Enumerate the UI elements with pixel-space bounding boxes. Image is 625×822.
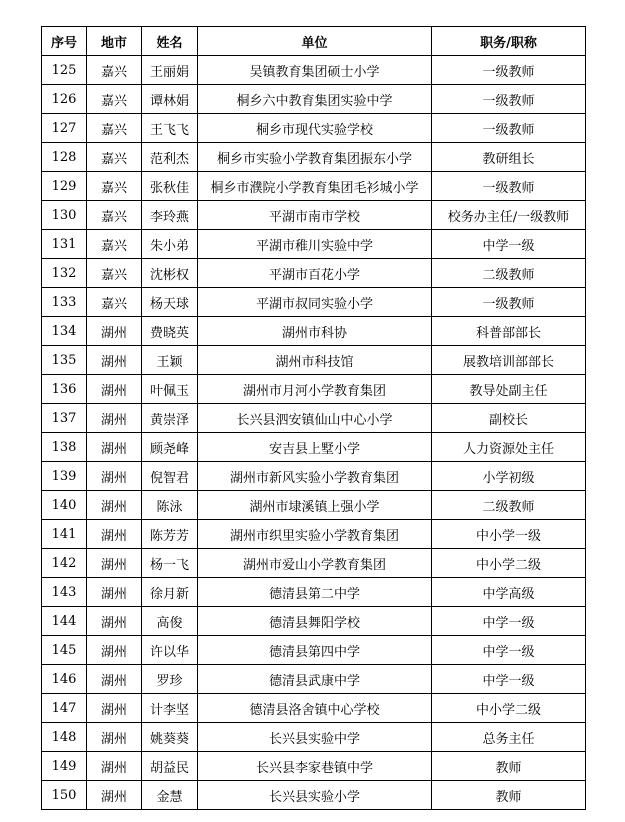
cell-organization: 湖州市科协 [198, 317, 432, 346]
cell-name: 谭林娟 [142, 85, 198, 114]
table-row [42, 752, 586, 781]
cell-serial-number: 142 [42, 549, 87, 578]
cell-name: 叶佩玉 [142, 375, 198, 404]
cell-organization: 安吉县上墅小学 [198, 433, 432, 462]
cell-city: 湖州 [87, 578, 142, 607]
cell-position-title: 教师 [432, 781, 586, 810]
table-header-row [42, 27, 586, 56]
cell-organization: 长兴县实验中学 [198, 723, 432, 752]
cell-serial-number: 134 [42, 317, 87, 346]
cell-name: 朱小弟 [142, 230, 198, 259]
cell-name: 王飞飞 [142, 114, 198, 143]
cell-name: 高俊 [142, 607, 198, 636]
table-row [42, 520, 586, 549]
cell-organization: 湖州市新风实验小学教育集团 [198, 462, 432, 491]
cell-position-title: 一级教师 [432, 85, 586, 114]
cell-name: 胡益民 [142, 752, 198, 781]
cell-position-title: 人力资源处主任 [432, 433, 586, 462]
cell-organization: 平湖市叔同实验小学 [198, 288, 432, 317]
table-row [42, 346, 586, 375]
cell-organization: 平湖市稚川实验中学 [198, 230, 432, 259]
cell-position-title: 中学一级 [432, 607, 586, 636]
cell-city: 嘉兴 [87, 259, 142, 288]
cell-city: 嘉兴 [87, 56, 142, 85]
table-row [42, 665, 586, 694]
table-row [42, 404, 586, 433]
cell-name: 沈彬权 [142, 259, 198, 288]
cell-serial-number: 135 [42, 346, 87, 375]
cell-organization: 湖州市埭溪镇上强小学 [198, 491, 432, 520]
cell-position-title: 一级教师 [432, 56, 586, 85]
cell-position-title: 小学初级 [432, 462, 586, 491]
table-body [42, 56, 586, 810]
table-row [42, 578, 586, 607]
cell-name: 倪智君 [142, 462, 198, 491]
cell-organization: 平湖市南市学校 [198, 201, 432, 230]
cell-position-title: 一级教师 [432, 172, 586, 201]
cell-name: 李玲燕 [142, 201, 198, 230]
table-row [42, 433, 586, 462]
cell-name: 徐月新 [142, 578, 198, 607]
cell-organization: 德清县舞阳学校 [198, 607, 432, 636]
cell-organization: 德清县第二中学 [198, 578, 432, 607]
cell-name: 范利杰 [142, 143, 198, 172]
cell-position-title: 一级教师 [432, 114, 586, 143]
cell-city: 湖州 [87, 520, 142, 549]
cell-city: 嘉兴 [87, 143, 142, 172]
cell-organization: 长兴县泗安镇仙山中心小学 [198, 404, 432, 433]
cell-city: 湖州 [87, 781, 142, 810]
cell-position-title: 科普部部长 [432, 317, 586, 346]
cell-serial-number: 149 [42, 752, 87, 781]
cell-city: 湖州 [87, 491, 142, 520]
cell-name: 杨一飞 [142, 549, 198, 578]
cell-serial-number: 144 [42, 607, 87, 636]
cell-position-title: 中小学一级 [432, 520, 586, 549]
cell-city: 嘉兴 [87, 288, 142, 317]
table-row [42, 636, 586, 665]
cell-city: 嘉兴 [87, 230, 142, 259]
cell-name: 陈泳 [142, 491, 198, 520]
cell-organization: 吴镇教育集团硕士小学 [198, 56, 432, 85]
table-row [42, 781, 586, 810]
cell-organization: 平湖市百花小学 [198, 259, 432, 288]
cell-position-title: 展教培训部部长 [432, 346, 586, 375]
cell-city: 湖州 [87, 549, 142, 578]
cell-organization: 德清县洛舍镇中心学校 [198, 694, 432, 723]
cell-position-title: 副校长 [432, 404, 586, 433]
table-row [42, 230, 586, 259]
cell-organization: 湖州市月河小学教育集团 [198, 375, 432, 404]
cell-serial-number: 146 [42, 665, 87, 694]
cell-name: 王颖 [142, 346, 198, 375]
cell-serial-number: 141 [42, 520, 87, 549]
cell-name: 杨天球 [142, 288, 198, 317]
cell-serial-number: 132 [42, 259, 87, 288]
table-row [42, 201, 586, 230]
cell-position-title: 二级教师 [432, 491, 586, 520]
table-row [42, 56, 586, 85]
cell-position-title: 校务办主任/一级教师 [432, 201, 586, 230]
cell-city: 湖州 [87, 723, 142, 752]
cell-position-title: 一级教师 [432, 288, 586, 317]
cell-city: 湖州 [87, 375, 142, 404]
cell-city: 湖州 [87, 317, 142, 346]
cell-name: 顾尧峰 [142, 433, 198, 462]
cell-name: 罗珍 [142, 665, 198, 694]
header-organization: 单位 [198, 27, 432, 56]
cell-organization: 湖州市爱山小学教育集团 [198, 549, 432, 578]
cell-serial-number: 128 [42, 143, 87, 172]
cell-serial-number: 138 [42, 433, 87, 462]
table-row [42, 549, 586, 578]
cell-serial-number: 126 [42, 85, 87, 114]
table-row [42, 491, 586, 520]
cell-name: 张秋佳 [142, 172, 198, 201]
staff-table [41, 26, 586, 810]
cell-serial-number: 129 [42, 172, 87, 201]
header-name: 姓名 [142, 27, 198, 56]
cell-serial-number: 130 [42, 201, 87, 230]
header-position-title: 职务/职称 [432, 27, 586, 56]
cell-name: 王丽娟 [142, 56, 198, 85]
cell-city: 湖州 [87, 433, 142, 462]
table-row [42, 607, 586, 636]
cell-organization: 德清县武康中学 [198, 665, 432, 694]
cell-serial-number: 125 [42, 56, 87, 85]
table-row [42, 723, 586, 752]
cell-position-title: 教研组长 [432, 143, 586, 172]
cell-city: 湖州 [87, 607, 142, 636]
cell-city: 湖州 [87, 665, 142, 694]
table-row [42, 143, 586, 172]
cell-serial-number: 137 [42, 404, 87, 433]
cell-position-title: 中小学二级 [432, 549, 586, 578]
cell-position-title: 中学高级 [432, 578, 586, 607]
table-row [42, 375, 586, 404]
header-city: 地市 [87, 27, 142, 56]
cell-city: 湖州 [87, 636, 142, 665]
cell-organization: 桐乡市实验小学教育集团振东小学 [198, 143, 432, 172]
cell-serial-number: 136 [42, 375, 87, 404]
cell-name: 许以华 [142, 636, 198, 665]
cell-position-title: 中小学二级 [432, 694, 586, 723]
table-row [42, 288, 586, 317]
cell-city: 嘉兴 [87, 172, 142, 201]
cell-city: 湖州 [87, 752, 142, 781]
cell-organization: 桐乡六中教育集团实验中学 [198, 85, 432, 114]
cell-name: 黄崇泽 [142, 404, 198, 433]
cell-position-title: 教师 [432, 752, 586, 781]
cell-organization: 德清县第四中学 [198, 636, 432, 665]
cell-serial-number: 148 [42, 723, 87, 752]
table-row [42, 172, 586, 201]
cell-organization: 湖州市科技馆 [198, 346, 432, 375]
cell-position-title: 总务主任 [432, 723, 586, 752]
cell-name: 金慧 [142, 781, 198, 810]
table-row [42, 317, 586, 346]
cell-city: 嘉兴 [87, 85, 142, 114]
cell-serial-number: 145 [42, 636, 87, 665]
cell-position-title: 二级教师 [432, 259, 586, 288]
table-row [42, 694, 586, 723]
table-row [42, 85, 586, 114]
cell-city: 湖州 [87, 462, 142, 491]
cell-position-title: 中学一级 [432, 665, 586, 694]
cell-name: 姚葵葵 [142, 723, 198, 752]
cell-name: 计李坚 [142, 694, 198, 723]
cell-name: 费晓英 [142, 317, 198, 346]
cell-serial-number: 139 [42, 462, 87, 491]
cell-organization: 桐乡市现代实验学校 [198, 114, 432, 143]
cell-city: 湖州 [87, 346, 142, 375]
cell-position-title: 教导处副主任 [432, 375, 586, 404]
cell-serial-number: 143 [42, 578, 87, 607]
table-row [42, 462, 586, 491]
header-serial-number: 序号 [42, 27, 87, 56]
table-row [42, 114, 586, 143]
cell-organization: 湖州市织里实验小学教育集团 [198, 520, 432, 549]
cell-position-title: 中学一级 [432, 230, 586, 259]
cell-city: 湖州 [87, 694, 142, 723]
cell-organization: 长兴县李家巷镇中学 [198, 752, 432, 781]
cell-position-title: 中学一级 [432, 636, 586, 665]
cell-organization: 桐乡市濮院小学教育集团毛衫城小学 [198, 172, 432, 201]
cell-serial-number: 150 [42, 781, 87, 810]
cell-serial-number: 140 [42, 491, 87, 520]
cell-serial-number: 147 [42, 694, 87, 723]
cell-serial-number: 131 [42, 230, 87, 259]
cell-serial-number: 127 [42, 114, 87, 143]
cell-city: 嘉兴 [87, 114, 142, 143]
table-row [42, 259, 586, 288]
cell-city: 嘉兴 [87, 201, 142, 230]
cell-name: 陈芳芳 [142, 520, 198, 549]
cell-organization: 长兴县实验小学 [198, 781, 432, 810]
document-page [41, 26, 586, 810]
cell-serial-number: 133 [42, 288, 87, 317]
cell-city: 湖州 [87, 404, 142, 433]
